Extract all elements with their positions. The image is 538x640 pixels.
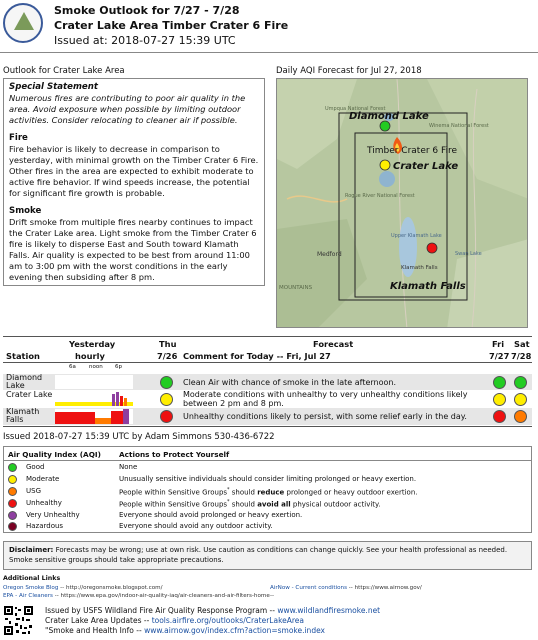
footer-health-line: "Smoke and Health Info -- www.airnow.gov/index.cfm?action=smoke.index	[45, 626, 325, 635]
fri-aqi-dot	[493, 410, 506, 423]
swan-lake-label: Swan Lake	[455, 251, 482, 257]
disclaimer-label: Disclaimer:	[9, 546, 54, 554]
upper-klamath-label: Upper Klamath Lake	[391, 233, 442, 239]
yesterday-header: Yesterday	[69, 339, 116, 349]
aqi-col-header: Air Quality Index (AQI)	[8, 450, 101, 459]
aqi-color-dot	[8, 487, 17, 496]
station-name: Crater Lake	[6, 390, 53, 399]
aqi-category: USG	[26, 487, 41, 495]
outlook-label: Outlook for Crater Lake Area	[3, 66, 125, 76]
special-statement-text: Numerous fires are contributing to poor air quality in the area. Avoid exposure when possible by limiting outdoor activities. Consider relocating to cleaner air if possible.	[9, 93, 246, 125]
diamond-lake-label: Diamond Lake	[349, 111, 429, 122]
rogue-label: Rogue River National Forest	[345, 193, 415, 199]
klamath-falls-small-label: Klamath Falls	[401, 265, 438, 271]
issued-by-line: Issued 2018-07-27 15:39 UTC by Adam Simmons 530-436-6722	[3, 432, 275, 442]
disclaimer-box	[3, 541, 532, 570]
sat-date-header: 7/28	[511, 351, 532, 361]
tick-6a: 6a	[69, 364, 76, 370]
station-name: Diamond Lake	[6, 373, 43, 390]
aqi-row-unhealthy	[4, 498, 531, 509]
page-subtitle: Crater Lake Area Timber Crater 6 Fire	[54, 19, 289, 32]
thu-date-header: 7/26	[157, 351, 178, 361]
airnow-link[interactable]: AirNow - Current conditions -- https://www.airnow.gov/	[270, 585, 422, 591]
agency-logo	[3, 3, 43, 43]
qr-code[interactable]	[3, 605, 34, 636]
klamath-falls-marker[interactable]	[427, 243, 437, 253]
fire-heading: Fire	[9, 133, 28, 143]
aqi-legend-table	[3, 446, 532, 533]
diamond-lake-marker[interactable]	[380, 121, 390, 131]
fri-header: Fri	[492, 339, 505, 349]
aqi-action: None	[119, 463, 138, 471]
aqi-row-good	[4, 462, 531, 473]
forecast-comment: Moderate conditions with unhealthy to very unhealthy conditions likely between 2 pm and 8 pm.	[183, 390, 468, 408]
header-divider	[0, 52, 538, 53]
thu-aqi-dot	[160, 393, 173, 406]
sat-aqi-dot	[514, 393, 527, 406]
aqi-row-hazardous	[4, 521, 531, 532]
thu-header: Thu	[159, 339, 177, 349]
special-statement-heading: Special Statement	[9, 82, 98, 92]
fri-aqi-dot	[493, 376, 506, 389]
hourly-chart	[55, 375, 133, 389]
hourly-header: hourly	[75, 351, 105, 361]
footer-updates-line: Crater Lake Area Updates -- tools.airfire.org/outlooks/CraterLakeArea	[45, 616, 305, 625]
additional-links-heading: Additional Links	[3, 575, 61, 582]
aqi-color-dot	[8, 522, 17, 531]
aqi-action: Everyone should avoid prolonged or heavy exertion.	[119, 511, 303, 519]
aqi-row-usg	[4, 486, 531, 497]
sat-aqi-dot	[514, 376, 527, 389]
station-row-crater-lake	[3, 390, 532, 408]
klamath-falls-label: Klamath Falls	[390, 281, 466, 292]
winema-label: Winema National Forest	[429, 123, 489, 129]
station-header: Station	[6, 351, 40, 361]
outlook-panel	[3, 78, 265, 286]
hourly-chart	[55, 409, 133, 424]
medford-label: Medford	[317, 251, 342, 258]
smoke-health-link[interactable]: www.airnow.gov/index.cfm?action=smoke.index	[144, 626, 325, 635]
page-title: Smoke Outlook for 7/27 - 7/28	[54, 4, 240, 17]
aqi-forecast-map[interactable]	[276, 78, 528, 328]
smoke-text: Drift smoke from multiple fires nearby continues to impact the Crater Lake area. Light smoke from the Timber Crater 6 fire is likely to disperse East and South toward Klamath Falls. Air quality is expected to be best from around 11:00 am to 3:00 pm with the worst conditions in the early evening then subsiding after 8 pm.	[9, 217, 257, 282]
aqi-category: Very Unhealthy	[26, 511, 80, 519]
forecast-comment: Unhealthy conditions likely to persist, with some relief early in the day.	[183, 412, 467, 421]
station-row-klamath-falls	[3, 408, 532, 425]
sat-aqi-dot	[514, 410, 527, 423]
aqi-action: Unusually sensitive individuals should consider limiting prolonged or heavy exertion.	[119, 475, 417, 483]
aqi-action: People within Sensitive Groups* should reduce prolonged or heavy outdoor exertion.	[119, 487, 418, 497]
aqi-category: Moderate	[26, 475, 60, 483]
aqi-color-dot	[8, 511, 17, 520]
oregon-smoke-blog-link[interactable]: Oregon Smoke Blog -- http://oregonsmoke.blogspot.com/	[3, 585, 163, 591]
wildland-fire-smoke-link[interactable]: www.wildlandfiresmoke.net	[277, 606, 381, 615]
fri-date-header: 7/27	[489, 351, 510, 361]
epa-air-cleaners-link[interactable]: EPA - Air Cleaners -- https://www.epa.gov/indoor-air-quality-iaq/air-cleaners-and-air-filters-home	[3, 593, 270, 599]
aqi-row-moderate	[4, 474, 531, 485]
crater-lake-updates-link[interactable]: tools.airfire.org/outlooks/CraterLakeArea	[151, 616, 305, 625]
disclaimer-text: Forecasts may be wrong; use at own risk. Use caution as conditions can change quickly. See your health professional as needed. Smoke sensitive groups should take appropriate precautions.	[9, 546, 508, 564]
map-canvas	[277, 79, 528, 328]
forecast-table	[3, 336, 532, 427]
thu-aqi-dot	[160, 376, 173, 389]
map-label: Daily AQI Forecast for Jul 27, 2018	[276, 66, 422, 76]
aqi-category: Hazardous	[26, 522, 64, 530]
crater-lake-label: Crater Lake	[393, 161, 459, 172]
umpqua-label: Umpqua National Forest	[325, 106, 386, 112]
issued-timestamp: Issued at: 2018-07-27 15:39 UTC	[54, 34, 236, 47]
header-rule	[3, 362, 532, 363]
sat-header: Sat	[514, 339, 530, 349]
crater-lake-water	[379, 171, 395, 187]
fire-label: Timber Crater 6 Fire	[367, 146, 458, 156]
forecast-comment: Clean Air with chance of smoke in the late afternoon.	[183, 378, 397, 387]
fire-text: Fire behavior is likely to decrease in comparison to yesterday, with minimal growth on the Timber Crater 6 Fire. Other fires in the area are expected to exhibit moderate to active fire behavior. If wind speeds increase, the potential for significant fire growth is probable.	[9, 144, 259, 198]
mountains-label: MOUNTAINS	[279, 285, 313, 291]
aqi-color-dot	[8, 475, 17, 484]
aqi-category: Unhealthy	[26, 499, 62, 507]
links-placeholder: --	[270, 593, 275, 599]
actions-col-header: Actions to Protect Yourself	[119, 450, 230, 459]
forecast-header: Forecast	[313, 339, 354, 349]
station-row-diamond-lake	[3, 374, 532, 390]
hourly-chart	[55, 391, 133, 406]
aqi-row-very-unhealthy	[4, 510, 531, 521]
crater-lake-marker[interactable]	[380, 160, 390, 170]
aqi-color-dot	[8, 499, 17, 508]
comment-header: Comment for Today -- Fri, Jul 27	[183, 351, 331, 361]
aqi-color-dot	[8, 463, 17, 472]
aqi-action: Everyone should avoid any outdoor activity.	[119, 522, 273, 530]
station-name: Klamath Falls	[6, 407, 40, 424]
aqi-category: Good	[26, 463, 45, 471]
smoke-heading: Smoke	[9, 206, 42, 216]
tick-noon: noon	[89, 364, 103, 370]
thu-aqi-dot	[160, 410, 173, 423]
tick-6p: 6p	[115, 364, 122, 370]
footer-program-line: Issued by USFS Wildland Fire Air Quality Response Program -- www.wildlandfiresmoke.net	[45, 606, 381, 615]
fri-aqi-dot	[493, 393, 506, 406]
aqi-action: People within Sensitive Groups* should avoid all physical outdoor activity.	[119, 499, 381, 509]
